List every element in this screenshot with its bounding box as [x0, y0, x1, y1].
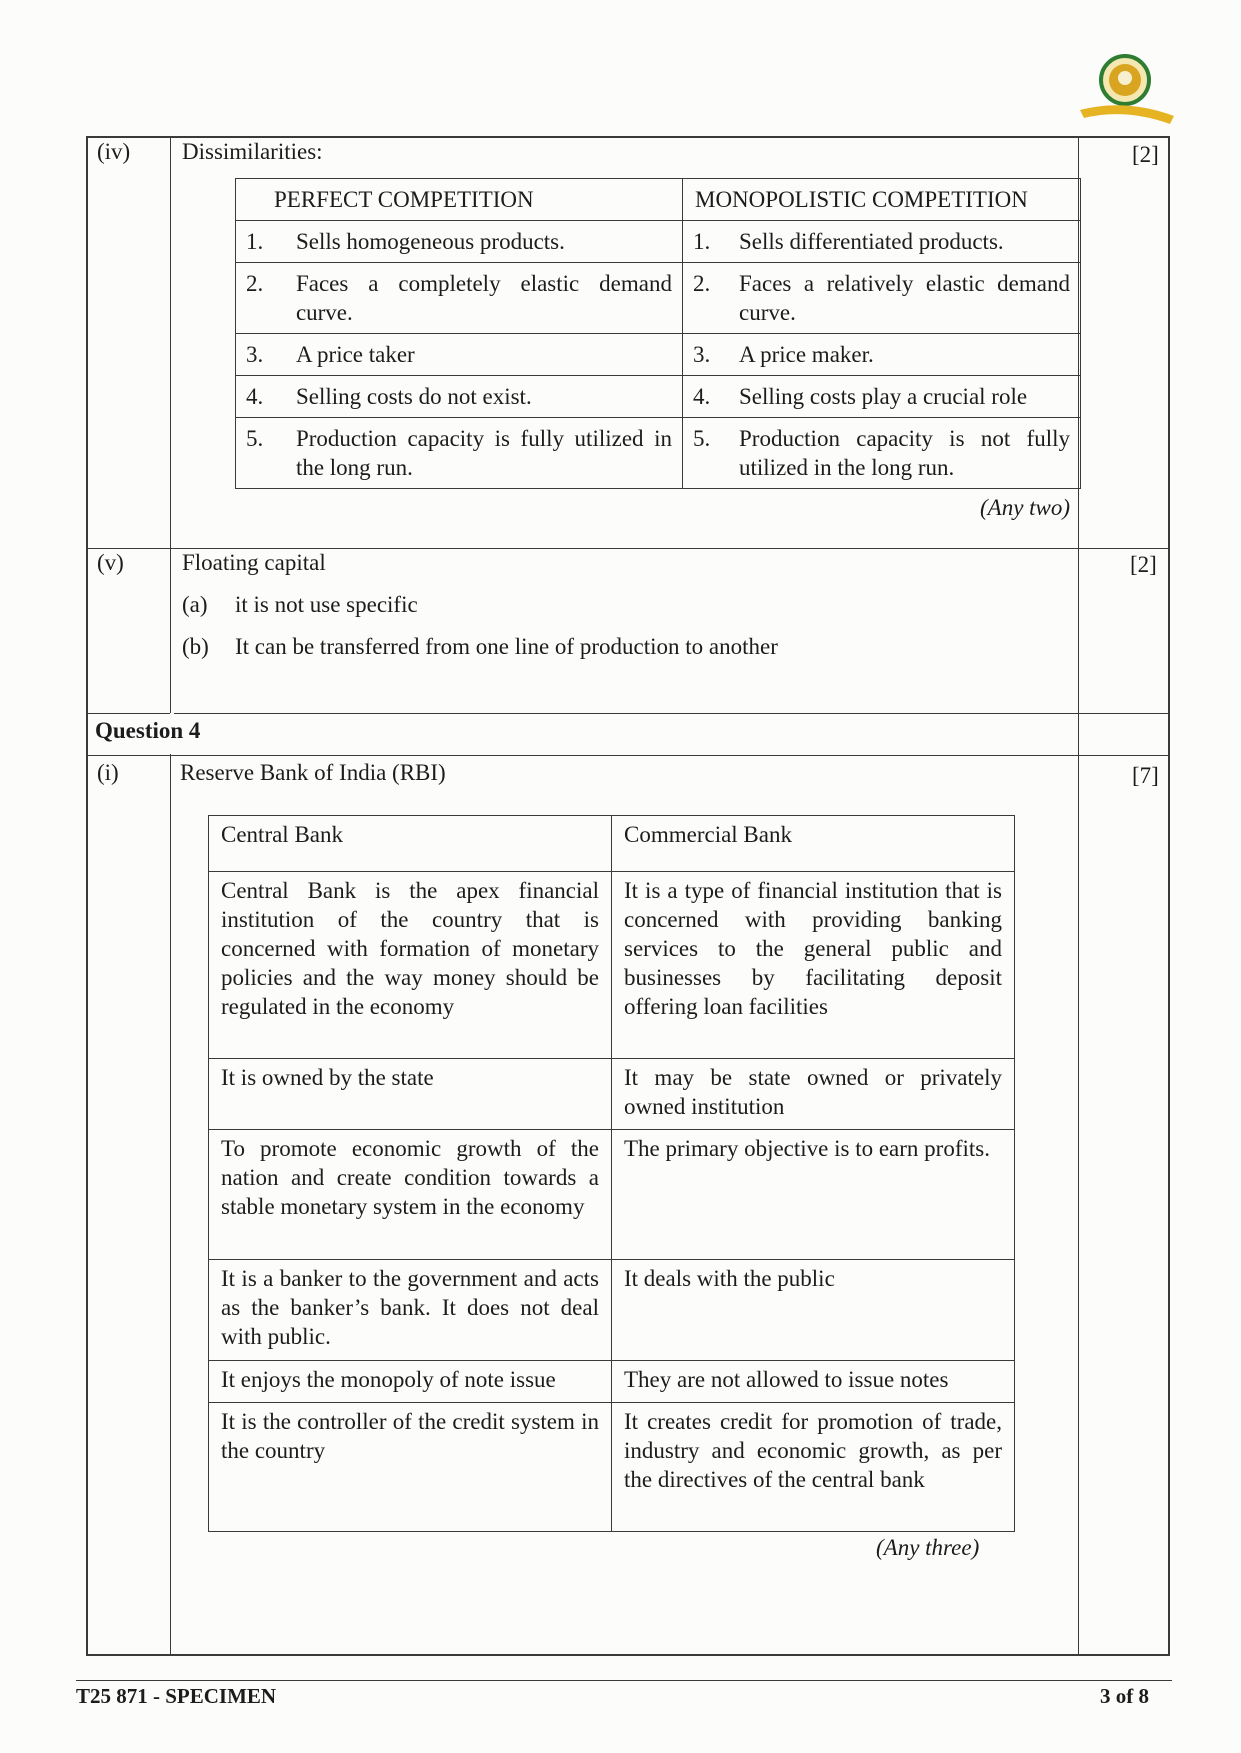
q3-iv-marks: [2] — [1132, 142, 1159, 167]
table-row — [236, 263, 1081, 334]
central-bank-cell: To promote economic growth of the nation and create condition towards a stable monetary system in the economy — [209, 1130, 612, 1260]
central-bank-header: Central Bank — [209, 816, 612, 872]
central-bank-cell: It enjoys the monopoly of note issue — [209, 1361, 612, 1403]
commercial-bank-cell: It may be state owned or privately owned institution — [612, 1059, 1015, 1130]
table-row — [209, 1361, 1015, 1403]
commercial-bank-header: Commercial Bank — [612, 816, 1015, 872]
table-row — [236, 334, 1081, 376]
q3-iv-heading: Dissimilarities: — [182, 139, 323, 164]
point-label: (b) — [182, 634, 209, 659]
central-bank-cell: Central Bank is the apex financial institution of the country that is concerned with formation of monetary policies and the way money should be regulated in the economy — [209, 872, 612, 1059]
perfect-cell: Production capacity is fully utilized in the long run. — [286, 418, 683, 489]
table-row — [236, 179, 1081, 221]
q3-v-number: (v) — [97, 550, 124, 575]
monopolistic-cell: Sells differentiated products. — [729, 221, 1081, 263]
commercial-bank-cell: They are not allowed to issue notes — [612, 1361, 1015, 1403]
cisce-logo-icon — [1070, 50, 1180, 130]
central-bank-cell: It is owned by the state — [209, 1059, 612, 1130]
row-number: 1. — [236, 221, 286, 263]
table-row — [209, 872, 1015, 1059]
row-number: 3. — [236, 334, 286, 376]
any-three-note: (Any three) — [876, 1535, 980, 1560]
row-number: 2. — [236, 263, 286, 334]
monopolistic-cell: Selling costs play a crucial role — [729, 376, 1081, 418]
commercial-bank-cell: The primary objective is to earn profits. — [612, 1130, 1015, 1260]
perfect-cell: Faces a completely elastic demand curve. — [286, 263, 683, 334]
q4-i-number: (i) — [97, 760, 119, 785]
commercial-bank-cell: It deals with the public — [612, 1260, 1015, 1361]
q4-i-heading: Reserve Bank of India (RBI) — [180, 760, 446, 785]
point-text: It can be transferred from one line of production to another — [235, 634, 778, 659]
perfect-cell: Selling costs do not exist. — [286, 376, 683, 418]
paper-code: T25 871 - SPECIMEN — [76, 1684, 277, 1708]
point-text: it is not use specific — [235, 592, 418, 617]
row-number: 4. — [683, 376, 730, 418]
central-bank-cell: It is the controller of the credit system in the country — [209, 1403, 612, 1532]
commercial-bank-cell: It is a type of financial institution that is concerned with providing banking services to the general public and businesses by facilitating deposit offering loan facilities — [612, 872, 1015, 1059]
table-row — [209, 1403, 1015, 1532]
table-row — [236, 418, 1081, 489]
row-number: 1. — [683, 221, 730, 263]
question-4-title: Question 4 — [95, 718, 201, 743]
row-number: 5. — [683, 418, 730, 489]
bank-comparison-table — [208, 815, 1015, 1532]
row-number: 2. — [683, 263, 730, 334]
monopolistic-cell: A price maker. — [729, 334, 1081, 376]
perfect-cell: A price taker — [286, 334, 683, 376]
q4-i-marks: [7] — [1132, 763, 1159, 788]
table-row — [209, 816, 1015, 872]
footer-divider — [76, 1680, 1172, 1681]
row-number: 5. — [236, 418, 286, 489]
perfect-competition-header: PERFECT COMPETITION — [236, 179, 683, 221]
monopolistic-competition-header: MONOPOLISTIC COMPETITION — [683, 179, 1081, 221]
q3-iv-number: (iv) — [97, 139, 131, 164]
competition-comparison-table — [235, 178, 1081, 489]
q3-v-marks: [2] — [1130, 552, 1157, 577]
row-number: 3. — [683, 334, 730, 376]
table-row — [209, 1260, 1015, 1361]
table-row — [209, 1059, 1015, 1130]
point-label: (a) — [182, 592, 208, 617]
central-bank-cell: It is a banker to the government and acts as the banker’s bank. It does not deal with public. — [209, 1260, 612, 1361]
commercial-bank-cell: It creates credit for promotion of trade, industry and economic growth, as per the directives of the central bank — [612, 1403, 1015, 1532]
monopolistic-cell: Faces a relatively elastic demand curve. — [729, 263, 1081, 334]
monopolistic-cell: Production capacity is not fully utilized in the long run. — [729, 418, 1081, 489]
table-row — [209, 1130, 1015, 1260]
page-number: 3 of 8 — [1100, 1684, 1149, 1708]
q3-v-heading: Floating capital — [182, 550, 326, 575]
row-number: 4. — [236, 376, 286, 418]
table-row — [236, 376, 1081, 418]
table-row — [236, 221, 1081, 263]
any-two-note: (Any two) — [980, 495, 1071, 520]
perfect-cell: Sells homogeneous products. — [286, 221, 683, 263]
